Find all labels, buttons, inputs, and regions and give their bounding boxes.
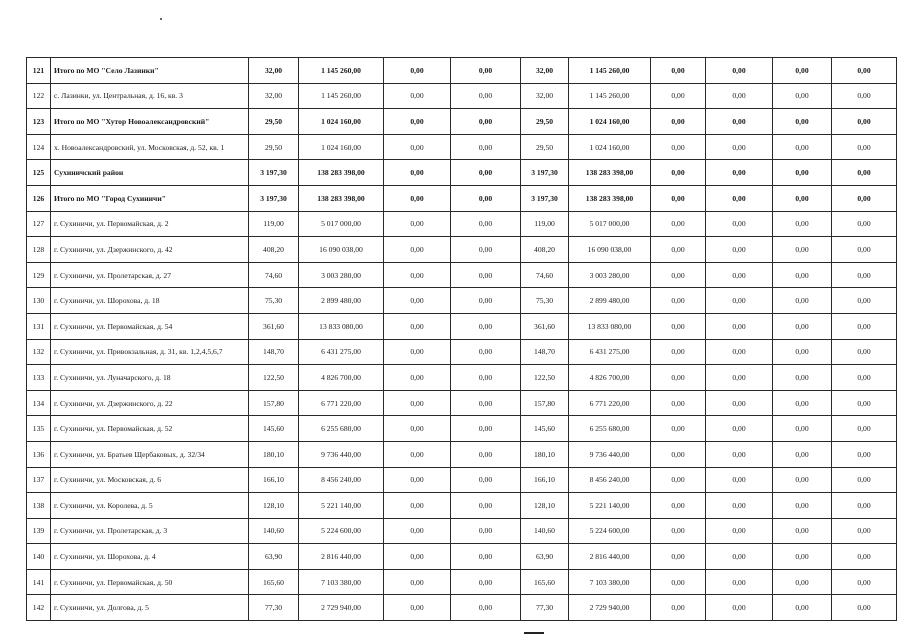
- col9-cell: 0,00: [773, 237, 832, 263]
- cost-repeat-cell: 1 145 260,00: [569, 83, 651, 109]
- area-repeat-cell: 408,20: [521, 237, 569, 263]
- col10-cell: 0,00: [832, 390, 897, 416]
- area-cell: 119,00: [249, 211, 299, 237]
- cost-cell: 4 826 700,00: [299, 365, 384, 391]
- col7-cell: 0,00: [651, 416, 706, 442]
- col8-cell: 0,00: [706, 544, 773, 570]
- area-cell: 361,60: [249, 313, 299, 339]
- col7-cell: 0,00: [651, 109, 706, 135]
- col3-cell: 0,00: [384, 339, 451, 365]
- area-cell: 29,50: [249, 134, 299, 160]
- area-repeat-cell: 165,60: [521, 569, 569, 595]
- area-repeat-cell: 75,30: [521, 288, 569, 314]
- col10-cell: 0,00: [832, 365, 897, 391]
- col8-cell: 0,00: [706, 211, 773, 237]
- col9-cell: 0,00: [773, 365, 832, 391]
- row-number: 135: [27, 416, 51, 442]
- row-number: 139: [27, 518, 51, 544]
- col9-cell: 0,00: [773, 262, 832, 288]
- row-number: 133: [27, 365, 51, 391]
- col9-cell: 0,00: [773, 544, 832, 570]
- col9-cell: 0,00: [773, 416, 832, 442]
- table-row: [27, 339, 897, 365]
- col10-cell: 0,00: [832, 569, 897, 595]
- area-repeat-cell: 361,60: [521, 313, 569, 339]
- row-number: 127: [27, 211, 51, 237]
- area-cell: 145,60: [249, 416, 299, 442]
- col3-cell: 0,00: [384, 185, 451, 211]
- col3-cell: 0,00: [384, 58, 451, 84]
- table-row: [27, 595, 897, 621]
- cost-cell: 6 771 220,00: [299, 390, 384, 416]
- col4-cell: 0,00: [451, 390, 521, 416]
- table-row: [27, 365, 897, 391]
- area-repeat-cell: 32,00: [521, 58, 569, 84]
- col4-cell: 0,00: [451, 467, 521, 493]
- col4-cell: 0,00: [451, 262, 521, 288]
- area-cell: 32,00: [249, 58, 299, 84]
- address-cell: г. Сухиничи, ул. Шорохова, д. 18: [51, 288, 249, 314]
- col3-cell: 0,00: [384, 160, 451, 186]
- col4-cell: 0,00: [451, 211, 521, 237]
- col7-cell: 0,00: [651, 185, 706, 211]
- cost-repeat-cell: 9 736 440,00: [569, 441, 651, 467]
- col3-cell: 0,00: [384, 365, 451, 391]
- row-number: 142: [27, 595, 51, 621]
- table-row: [27, 493, 897, 519]
- col8-cell: 0,00: [706, 518, 773, 544]
- col4-cell: 0,00: [451, 160, 521, 186]
- address-cell: г. Сухиничи, ул. Первомайская, д. 50: [51, 569, 249, 595]
- row-number: 137: [27, 467, 51, 493]
- area-repeat-cell: 119,00: [521, 211, 569, 237]
- col10-cell: 0,00: [832, 339, 897, 365]
- col3-cell: 0,00: [384, 544, 451, 570]
- col3-cell: 0,00: [384, 237, 451, 263]
- col7-cell: 0,00: [651, 313, 706, 339]
- row-number: 138: [27, 493, 51, 519]
- col10-cell: 0,00: [832, 518, 897, 544]
- area-cell: 157,80: [249, 390, 299, 416]
- col3-cell: 0,00: [384, 211, 451, 237]
- cost-repeat-cell: 2 816 440,00: [569, 544, 651, 570]
- col8-cell: 0,00: [706, 467, 773, 493]
- cost-repeat-cell: 6 255 680,00: [569, 416, 651, 442]
- col10-cell: 0,00: [832, 185, 897, 211]
- col9-cell: 0,00: [773, 83, 832, 109]
- address-cell: г. Сухиничи, ул. Братьев Щербаковых, д. 32/34: [51, 441, 249, 467]
- cost-cell: 6 255 680,00: [299, 416, 384, 442]
- address-cell: г. Сухиничи, ул. Первомайская, д. 52: [51, 416, 249, 442]
- table-row: [27, 390, 897, 416]
- cost-cell: 3 003 280,00: [299, 262, 384, 288]
- address-cell: г. Сухиничи, ул. Московская, д. 6: [51, 467, 249, 493]
- row-number: 136: [27, 441, 51, 467]
- area-cell: 63,90: [249, 544, 299, 570]
- col8-cell: 0,00: [706, 58, 773, 84]
- col4-cell: 0,00: [451, 134, 521, 160]
- table-row: [27, 185, 897, 211]
- area-cell: 3 197,30: [249, 160, 299, 186]
- area-cell: 74,60: [249, 262, 299, 288]
- area-repeat-cell: 3 197,30: [521, 160, 569, 186]
- table-row: [27, 160, 897, 186]
- col4-cell: 0,00: [451, 365, 521, 391]
- area-repeat-cell: 180,10: [521, 441, 569, 467]
- row-number: 141: [27, 569, 51, 595]
- col4-cell: 0,00: [451, 109, 521, 135]
- col7-cell: 0,00: [651, 595, 706, 621]
- col3-cell: 0,00: [384, 467, 451, 493]
- table-row: [27, 237, 897, 263]
- col3-cell: 0,00: [384, 313, 451, 339]
- col8-cell: 0,00: [706, 109, 773, 135]
- col9-cell: 0,00: [773, 313, 832, 339]
- col4-cell: 0,00: [451, 58, 521, 84]
- table-row: [27, 211, 897, 237]
- row-number: 128: [27, 237, 51, 263]
- col4-cell: 0,00: [451, 83, 521, 109]
- col7-cell: 0,00: [651, 518, 706, 544]
- col7-cell: 0,00: [651, 467, 706, 493]
- col7-cell: 0,00: [651, 262, 706, 288]
- cost-repeat-cell: 6 771 220,00: [569, 390, 651, 416]
- row-number: 126: [27, 185, 51, 211]
- address-cell: г. Сухиничи, ул. Дзержинского, д. 42: [51, 237, 249, 263]
- col10-cell: 0,00: [832, 544, 897, 570]
- col3-cell: 0,00: [384, 441, 451, 467]
- cost-cell: 9 736 440,00: [299, 441, 384, 467]
- col8-cell: 0,00: [706, 262, 773, 288]
- table-row: [27, 288, 897, 314]
- col8-cell: 0,00: [706, 288, 773, 314]
- area-repeat-cell: 148,70: [521, 339, 569, 365]
- col8-cell: 0,00: [706, 160, 773, 186]
- cost-repeat-cell: 5 017 000,00: [569, 211, 651, 237]
- row-number: 132: [27, 339, 51, 365]
- cost-cell: 5 017 000,00: [299, 211, 384, 237]
- col3-cell: 0,00: [384, 262, 451, 288]
- area-repeat-cell: 3 197,30: [521, 185, 569, 211]
- col8-cell: 0,00: [706, 237, 773, 263]
- col8-cell: 0,00: [706, 83, 773, 109]
- cost-repeat-cell: 13 833 080,00: [569, 313, 651, 339]
- col10-cell: 0,00: [832, 288, 897, 314]
- col9-cell: 0,00: [773, 595, 832, 621]
- col9-cell: 0,00: [773, 58, 832, 84]
- col7-cell: 0,00: [651, 365, 706, 391]
- col10-cell: 0,00: [832, 160, 897, 186]
- scan-speck: [160, 18, 162, 20]
- col4-cell: 0,00: [451, 416, 521, 442]
- col7-cell: 0,00: [651, 58, 706, 84]
- table-row: [27, 416, 897, 442]
- col7-cell: 0,00: [651, 544, 706, 570]
- col8-cell: 0,00: [706, 313, 773, 339]
- col7-cell: 0,00: [651, 237, 706, 263]
- row-number: 124: [27, 134, 51, 160]
- col10-cell: 0,00: [832, 134, 897, 160]
- col9-cell: 0,00: [773, 160, 832, 186]
- area-repeat-cell: 29,50: [521, 109, 569, 135]
- cost-repeat-cell: 6 431 275,00: [569, 339, 651, 365]
- cost-cell: 6 431 275,00: [299, 339, 384, 365]
- table-row: [27, 134, 897, 160]
- table-row: [27, 544, 897, 570]
- table-row: [27, 518, 897, 544]
- area-cell: 3 197,30: [249, 185, 299, 211]
- cost-cell: 1 024 160,00: [299, 109, 384, 135]
- cost-repeat-cell: 5 224 600,00: [569, 518, 651, 544]
- cost-repeat-cell: 138 283 398,00: [569, 160, 651, 186]
- cost-repeat-cell: 1 145 260,00: [569, 58, 651, 84]
- area-cell: 122,50: [249, 365, 299, 391]
- col8-cell: 0,00: [706, 493, 773, 519]
- area-repeat-cell: 29,50: [521, 134, 569, 160]
- cost-cell: 2 899 480,00: [299, 288, 384, 314]
- col7-cell: 0,00: [651, 390, 706, 416]
- col4-cell: 0,00: [451, 288, 521, 314]
- cost-cell: 138 283 398,00: [299, 185, 384, 211]
- col3-cell: 0,00: [384, 134, 451, 160]
- address-cell: г. Сухиничи, ул. Первомайская, д. 2: [51, 211, 249, 237]
- col3-cell: 0,00: [384, 493, 451, 519]
- cost-repeat-cell: 7 103 380,00: [569, 569, 651, 595]
- col10-cell: 0,00: [832, 313, 897, 339]
- cost-cell: 5 224 600,00: [299, 518, 384, 544]
- cost-repeat-cell: 1 024 160,00: [569, 109, 651, 135]
- cost-repeat-cell: 2 899 480,00: [569, 288, 651, 314]
- address-cell: г. Сухиничи, ул. Пролетарская, д. 27: [51, 262, 249, 288]
- col7-cell: 0,00: [651, 569, 706, 595]
- col7-cell: 0,00: [651, 493, 706, 519]
- col3-cell: 0,00: [384, 595, 451, 621]
- col9-cell: 0,00: [773, 134, 832, 160]
- area-repeat-cell: 122,50: [521, 365, 569, 391]
- col3-cell: 0,00: [384, 518, 451, 544]
- table-row: [27, 467, 897, 493]
- cost-repeat-cell: 4 826 700,00: [569, 365, 651, 391]
- col7-cell: 0,00: [651, 211, 706, 237]
- col4-cell: 0,00: [451, 185, 521, 211]
- area-repeat-cell: 63,90: [521, 544, 569, 570]
- area-repeat-cell: 140,60: [521, 518, 569, 544]
- col7-cell: 0,00: [651, 441, 706, 467]
- area-cell: 166,10: [249, 467, 299, 493]
- row-number: 123: [27, 109, 51, 135]
- area-cell: 165,60: [249, 569, 299, 595]
- col10-cell: 0,00: [832, 493, 897, 519]
- col8-cell: 0,00: [706, 134, 773, 160]
- area-cell: 29,50: [249, 109, 299, 135]
- cost-repeat-cell: 5 221 140,00: [569, 493, 651, 519]
- col3-cell: 0,00: [384, 288, 451, 314]
- col10-cell: 0,00: [832, 83, 897, 109]
- col4-cell: 0,00: [451, 493, 521, 519]
- table-row: [27, 441, 897, 467]
- col8-cell: 0,00: [706, 339, 773, 365]
- col3-cell: 0,00: [384, 83, 451, 109]
- address-cell: Итого по МО "Хутор Новоалександровский": [51, 109, 249, 135]
- col7-cell: 0,00: [651, 134, 706, 160]
- col9-cell: 0,00: [773, 390, 832, 416]
- row-number: 122: [27, 83, 51, 109]
- col4-cell: 0,00: [451, 313, 521, 339]
- area-repeat-cell: 32,00: [521, 83, 569, 109]
- address-cell: г. Сухиничи, ул. Шорохова, д. 4: [51, 544, 249, 570]
- address-cell: г. Сухиничи, ул. Привокзальная, д. 31, кв. 1,2,4,5,6,7: [51, 339, 249, 365]
- col8-cell: 0,00: [706, 441, 773, 467]
- col4-cell: 0,00: [451, 518, 521, 544]
- col4-cell: 0,00: [451, 441, 521, 467]
- col7-cell: 0,00: [651, 83, 706, 109]
- cost-cell: 7 103 380,00: [299, 569, 384, 595]
- col10-cell: 0,00: [832, 237, 897, 263]
- table-row: [27, 569, 897, 595]
- area-repeat-cell: 74,60: [521, 262, 569, 288]
- address-cell: х. Новоалександровский, ул. Московская, д. 52, кв. 1: [51, 134, 249, 160]
- address-cell: г. Сухиничи, ул. Луначарского, д. 18: [51, 365, 249, 391]
- area-repeat-cell: 166,10: [521, 467, 569, 493]
- col10-cell: 0,00: [832, 109, 897, 135]
- row-number: 134: [27, 390, 51, 416]
- col8-cell: 0,00: [706, 390, 773, 416]
- row-number: 129: [27, 262, 51, 288]
- area-cell: 128,10: [249, 493, 299, 519]
- col10-cell: 0,00: [832, 467, 897, 493]
- area-repeat-cell: 157,80: [521, 390, 569, 416]
- cost-cell: 1 145 260,00: [299, 83, 384, 109]
- address-cell: г. Сухиничи, ул. Долгова, д. 5: [51, 595, 249, 621]
- cost-repeat-cell: 1 024 160,00: [569, 134, 651, 160]
- address-cell: Сухиничский район: [51, 160, 249, 186]
- col8-cell: 0,00: [706, 365, 773, 391]
- area-repeat-cell: 77,30: [521, 595, 569, 621]
- cost-repeat-cell: 16 090 038,00: [569, 237, 651, 263]
- col7-cell: 0,00: [651, 288, 706, 314]
- area-cell: 32,00: [249, 83, 299, 109]
- col3-cell: 0,00: [384, 390, 451, 416]
- cost-repeat-cell: 8 456 240,00: [569, 467, 651, 493]
- area-cell: 180,10: [249, 441, 299, 467]
- cost-cell: 13 833 080,00: [299, 313, 384, 339]
- area-repeat-cell: 145,60: [521, 416, 569, 442]
- table-row: [27, 313, 897, 339]
- address-cell: г. Сухиничи, ул. Дзержинского, д. 22: [51, 390, 249, 416]
- col9-cell: 0,00: [773, 109, 832, 135]
- address-cell: г. Сухиничи, ул. Пролетарская, д. 3: [51, 518, 249, 544]
- area-cell: 140,60: [249, 518, 299, 544]
- area-repeat-cell: 128,10: [521, 493, 569, 519]
- col10-cell: 0,00: [832, 211, 897, 237]
- cost-cell: 1 145 260,00: [299, 58, 384, 84]
- col8-cell: 0,00: [706, 595, 773, 621]
- cost-cell: 2 816 440,00: [299, 544, 384, 570]
- cost-repeat-cell: 138 283 398,00: [569, 185, 651, 211]
- cost-cell: 1 024 160,00: [299, 134, 384, 160]
- page-bottom-mark: [524, 632, 544, 634]
- cost-cell: 16 090 038,00: [299, 237, 384, 263]
- cost-cell: 138 283 398,00: [299, 160, 384, 186]
- area-cell: 148,70: [249, 339, 299, 365]
- col4-cell: 0,00: [451, 237, 521, 263]
- col9-cell: 0,00: [773, 493, 832, 519]
- cost-repeat-cell: 3 003 280,00: [569, 262, 651, 288]
- col9-cell: 0,00: [773, 339, 832, 365]
- address-cell: Итого по МО "Село Лазинки": [51, 58, 249, 84]
- col9-cell: 0,00: [773, 467, 832, 493]
- row-number: 125: [27, 160, 51, 186]
- col10-cell: 0,00: [832, 58, 897, 84]
- area-cell: 75,30: [249, 288, 299, 314]
- table-row: [27, 83, 897, 109]
- col10-cell: 0,00: [832, 441, 897, 467]
- col8-cell: 0,00: [706, 569, 773, 595]
- col9-cell: 0,00: [773, 569, 832, 595]
- col9-cell: 0,00: [773, 441, 832, 467]
- row-number: 140: [27, 544, 51, 570]
- cost-cell: 2 729 940,00: [299, 595, 384, 621]
- area-cell: 77,30: [249, 595, 299, 621]
- col4-cell: 0,00: [451, 544, 521, 570]
- table-row: [27, 58, 897, 84]
- cost-cell: 5 221 140,00: [299, 493, 384, 519]
- table-row: [27, 109, 897, 135]
- row-number: 121: [27, 58, 51, 84]
- col8-cell: 0,00: [706, 185, 773, 211]
- address-cell: г. Сухиничи, ул. Королева, д. 5: [51, 493, 249, 519]
- address-cell: с. Лазинки, ул. Центральная, д. 16, кв. 3: [51, 83, 249, 109]
- col10-cell: 0,00: [832, 416, 897, 442]
- col4-cell: 0,00: [451, 339, 521, 365]
- col10-cell: 0,00: [832, 262, 897, 288]
- col4-cell: 0,00: [451, 569, 521, 595]
- col9-cell: 0,00: [773, 185, 832, 211]
- col7-cell: 0,00: [651, 160, 706, 186]
- address-cell: г. Сухиничи, ул. Первомайская, д. 54: [51, 313, 249, 339]
- row-number: 130: [27, 288, 51, 314]
- col10-cell: 0,00: [832, 595, 897, 621]
- col9-cell: 0,00: [773, 518, 832, 544]
- col3-cell: 0,00: [384, 416, 451, 442]
- col3-cell: 0,00: [384, 109, 451, 135]
- col3-cell: 0,00: [384, 569, 451, 595]
- col8-cell: 0,00: [706, 416, 773, 442]
- table-row: [27, 262, 897, 288]
- housing-register-table: [26, 57, 896, 621]
- col9-cell: 0,00: [773, 211, 832, 237]
- row-number: 131: [27, 313, 51, 339]
- col7-cell: 0,00: [651, 339, 706, 365]
- address-cell: Итого по МО "Город Сухиничи": [51, 185, 249, 211]
- col4-cell: 0,00: [451, 595, 521, 621]
- cost-repeat-cell: 2 729 940,00: [569, 595, 651, 621]
- area-cell: 408,20: [249, 237, 299, 263]
- cost-cell: 8 456 240,00: [299, 467, 384, 493]
- col9-cell: 0,00: [773, 288, 832, 314]
